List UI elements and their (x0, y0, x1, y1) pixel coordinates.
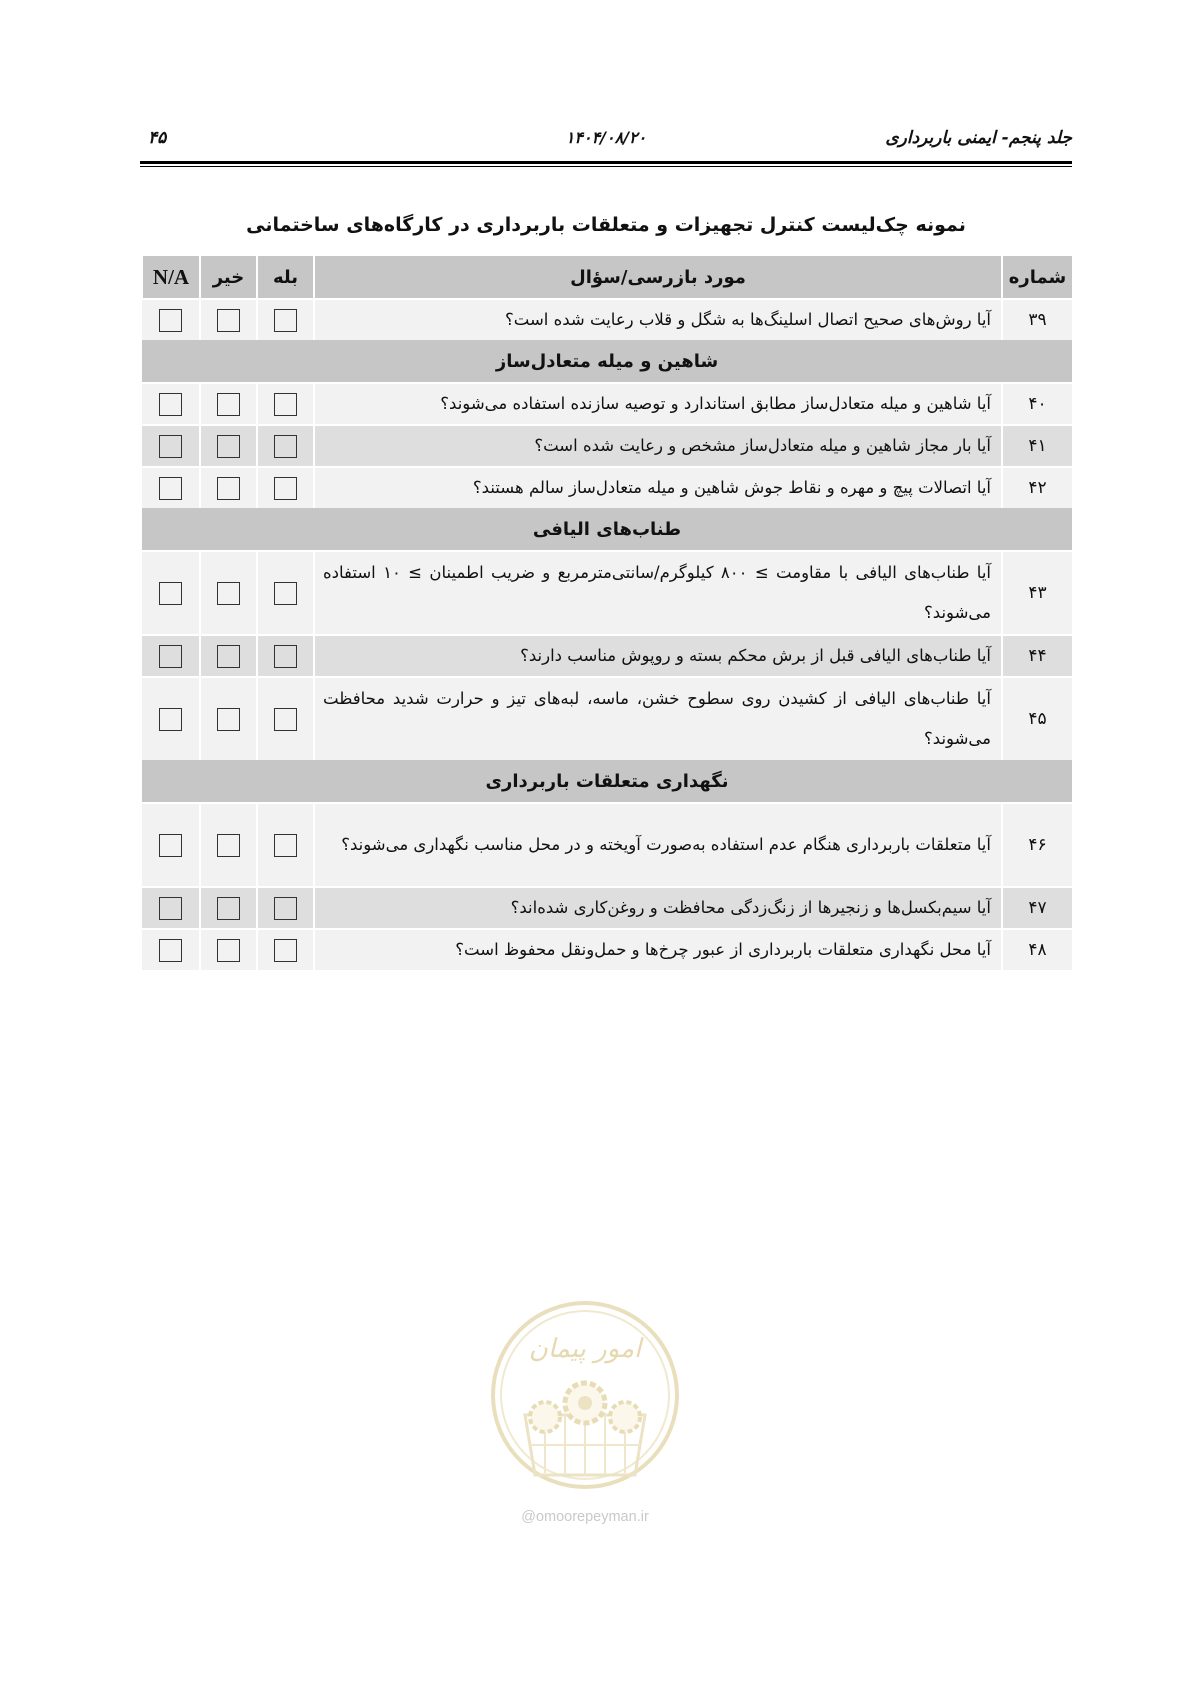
section-row (142, 760, 1072, 803)
table-row (142, 425, 1072, 467)
yes-checkbox[interactable] (274, 393, 297, 416)
table-row (142, 383, 1072, 425)
page-header (140, 128, 1072, 158)
row-question: آیا طناب‌های الیافی با مقاومت ≥ ۸۰۰ کیلوگرم/سانتی‌مترمربع و ضریب اطمینان ≥ ۱۰ استفاده می‌شوند؟ (314, 551, 1002, 635)
yes-checkbox[interactable] (274, 834, 297, 857)
seal-logo-icon (485, 1295, 685, 1495)
header-no: خیر (200, 256, 257, 299)
table-row (142, 677, 1072, 760)
table-row (142, 929, 1072, 970)
no-checkbox[interactable] (217, 708, 240, 731)
row-question: آیا طناب‌های الیافی قبل از برش محکم بسته و روپوش مناسب دارند؟ (314, 635, 1002, 677)
section-row (142, 340, 1072, 383)
yes-checkbox[interactable] (274, 435, 297, 458)
yes-checkbox[interactable] (274, 897, 297, 920)
row-number: ۳۹ (1002, 299, 1072, 340)
table-row (142, 551, 1072, 635)
row-number: ۴۶ (1002, 803, 1072, 887)
na-checkbox[interactable] (159, 309, 182, 332)
na-checkbox[interactable] (159, 393, 182, 416)
page-number: ۴۵ (148, 128, 167, 148)
row-question: آیا بار مجاز شاهین و میله متعادل‌ساز مشخص و رعایت شده است؟ (314, 425, 1002, 467)
table-row (142, 467, 1072, 508)
no-checkbox[interactable] (217, 393, 240, 416)
na-checkbox[interactable] (159, 645, 182, 668)
no-checkbox[interactable] (217, 939, 240, 962)
row-question: آیا روش‌های صحیح اتصال اسلینگ‌ها به شگل و قلاب رعایت شده است؟ (314, 299, 1002, 340)
checklist-title: نمونه چک‌لیست کنترل تجهیزات و متعلقات باربرداری در کارگاه‌های ساختمانی (246, 214, 966, 236)
section-row (142, 508, 1072, 551)
header-na: N/A (142, 256, 200, 299)
row-question: آیا سیم‌بکسل‌ها و زنجیرها از زنگ‌زدگی محافظت و روغن‌کاری شده‌اند؟ (314, 887, 1002, 929)
table-row (142, 887, 1072, 929)
na-checkbox[interactable] (159, 939, 182, 962)
na-checkbox[interactable] (159, 435, 182, 458)
row-number: ۴۸ (1002, 929, 1072, 970)
na-checkbox[interactable] (159, 834, 182, 857)
table-row (142, 635, 1072, 677)
section-title: شاهین و میله متعادل‌ساز (142, 340, 1072, 383)
seal-text: امور پیمان (528, 1334, 642, 1364)
table-row (142, 299, 1072, 340)
row-number: ۴۰ (1002, 383, 1072, 425)
watermark-seal (485, 1295, 685, 1495)
row-question: آیا محل نگهداری متعلقات باربرداری از عبور چرخ‌ها و حمل‌ونقل محفوظ است؟ (314, 929, 1002, 970)
header-number: شماره (1002, 256, 1072, 299)
row-number: ۴۱ (1002, 425, 1072, 467)
row-question: آیا متعلقات باربرداری هنگام عدم استفاده به‌صورت آویخته و در محل مناسب نگهداری می‌شوند؟ (314, 803, 1002, 887)
header-rule-thick (140, 161, 1072, 164)
header-question: مورد بازرسی/سؤال (314, 256, 1002, 299)
na-checkbox[interactable] (159, 708, 182, 731)
watermark-website: @omoorepeyman.ir (521, 1509, 649, 1525)
yes-checkbox[interactable] (274, 477, 297, 500)
no-checkbox[interactable] (217, 645, 240, 668)
yes-checkbox[interactable] (274, 708, 297, 731)
row-number: ۴۴ (1002, 635, 1072, 677)
no-checkbox[interactable] (217, 897, 240, 920)
header-date: ۱۴۰۴/۰۸/۲۰ (565, 128, 647, 147)
row-number: ۴۷ (1002, 887, 1072, 929)
row-question: آیا طناب‌های الیافی از کشیدن روی سطوح خشن، ماسه، لبه‌های تیز و حرارت شدید محافظت می‌شوند؟ (314, 677, 1002, 760)
no-checkbox[interactable] (217, 435, 240, 458)
no-checkbox[interactable] (217, 834, 240, 857)
section-title: نگهداری متعلقات باربرداری (142, 760, 1072, 803)
na-checkbox[interactable] (159, 582, 182, 605)
yes-checkbox[interactable] (274, 645, 297, 668)
table-header-row (142, 256, 1072, 299)
na-checkbox[interactable] (159, 477, 182, 500)
yes-checkbox[interactable] (274, 309, 297, 332)
no-checkbox[interactable] (217, 309, 240, 332)
row-number: ۴۵ (1002, 677, 1072, 760)
yes-checkbox[interactable] (274, 939, 297, 962)
yes-checkbox[interactable] (274, 582, 297, 605)
header-rule-thin (140, 166, 1072, 167)
table-row (142, 803, 1072, 887)
volume-title: جلد پنجم- ایمنی باربرداری (885, 128, 1072, 148)
no-checkbox[interactable] (217, 477, 240, 500)
checklist-table (141, 256, 1072, 970)
no-checkbox[interactable] (217, 582, 240, 605)
header-yes: بله (257, 256, 314, 299)
row-number: ۴۳ (1002, 551, 1072, 635)
row-question: آیا اتصالات پیچ و مهره و نقاط جوش شاهین و میله متعادل‌ساز سالم هستند؟ (314, 467, 1002, 508)
na-checkbox[interactable] (159, 897, 182, 920)
section-title: طناب‌های الیافی (142, 508, 1072, 551)
row-question: آیا شاهین و میله متعادل‌ساز مطابق استاندارد و توصیه سازنده استفاده می‌شوند؟ (314, 383, 1002, 425)
row-number: ۴۲ (1002, 467, 1072, 508)
